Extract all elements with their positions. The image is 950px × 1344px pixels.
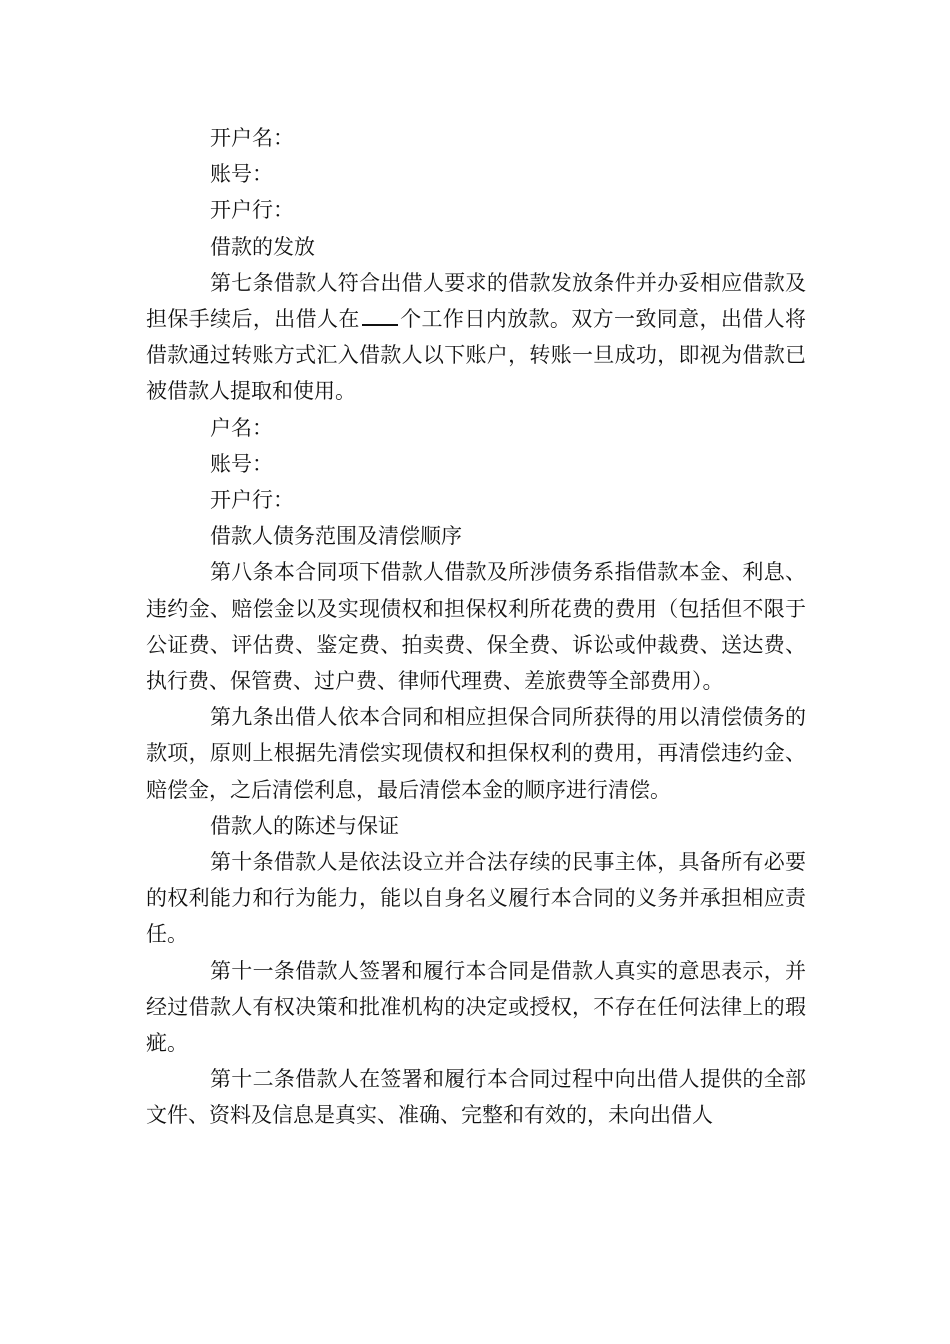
article-7 [146,265,806,410]
section-heading-disbursement: 借款的发放 [210,234,315,259]
section-heading-representations: 借款人的陈述与保证 [210,813,399,838]
borrower-account-number-label: 账号： [210,451,273,476]
fill-in-blank [362,306,398,326]
section-heading-debt-scope: 借款人债务范围及清偿顺序 [210,524,462,549]
article-8: 第八条本合同项下借款人借款及所涉债务系指借款本金、利息、违约金、赔偿金以及实现债权和担保权利所花费的费用（包括但不限于公证费、评估费、鉴定费、拍卖费、保全费、诉讼或仲裁费、送达费、执行费、保管费、过户费、律师代理费、差旅费等全部费用）。 [146,560,806,694]
article-10: 第十条借款人是依法设立并合法存续的民事主体，具备所有必要的权利能力和行为能力，能以自身名义履行本合同的义务并承担相应责任。 [146,850,806,947]
document-body [146,120,806,1134]
lender-account-name-label: 开户名： [210,126,294,150]
article-12: 第十二条借款人在签署和履行本合同过程中向出借人提供的全部文件、资料及信息是真实、准确、完整和有效的，未向出借人 [146,1067,806,1128]
borrower-account-name-label: 户名： [210,415,273,440]
article-7-part-2: 个工作日内放款。双方一致同意，出借人将借款通过转账方式汇入借款人以下账户，转账一旦成功，即视为借款已被借款人提取和使用。 [146,307,807,404]
article-7-part-1: 第七条借款人符合出借人要求的借款发放条件并办妥相应借款及担保手续后，出借人在 [146,270,806,332]
lender-bank-label: 开户行： [210,198,294,223]
borrower-bank-label: 开户行： [210,488,294,513]
article-9: 第九条出借人依本合同和相应担保合同所获得的用以清偿债务的款项，原则上根据先清偿实现债权和担保权利的费用，再清偿违约金、赔偿金，之后清偿利息，最后清偿本金的顺序进行清偿。 [146,705,806,802]
lender-account-number-label: 账号： [210,162,273,187]
article-11: 第十一条借款人签署和履行本合同是借款人真实的意思表示，并经过借款人有权决策和批准机构的决定或授权，不存在任何法律上的瑕疵。 [146,958,806,1056]
